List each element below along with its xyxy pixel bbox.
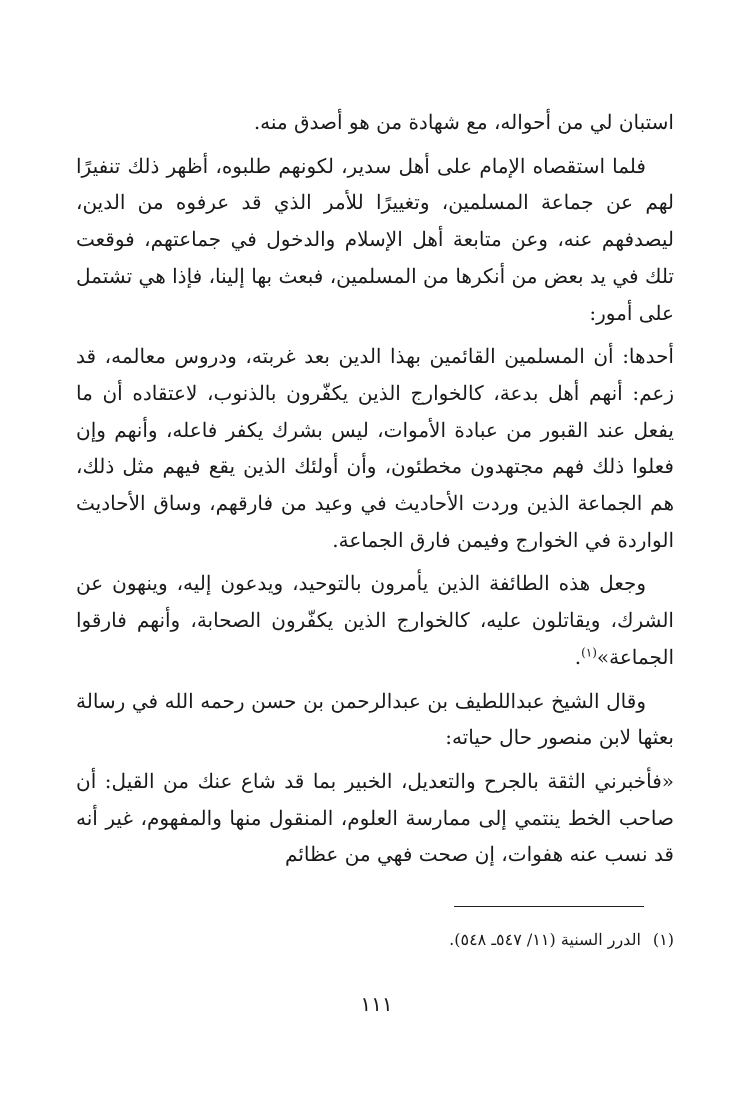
footnote — [76, 926, 674, 954]
footnote-marker: (١) — [581, 645, 597, 660]
main-text — [76, 104, 674, 880]
paragraph-4 — [76, 565, 674, 675]
paragraph-1: استبان لي من أحواله، مع شهادة من هو أصدق منه. — [253, 110, 674, 134]
footnote-number: (١) — [652, 930, 674, 949]
footnote-text: الدرر السنية (١١/ ٥٤٧ـ ٥٤٨). — [449, 930, 641, 949]
paragraph-2: فلما استقصاه الإمام على أهل سدير، لكونهم طلبوه، أظهر ذلك تنفيرًا لهم عن جماعة المسلمين، وتغييرًا للأمر الذي قد عرفوه من الدين، ليصدفهم عنه، وعن متابعة أهل الإسلام والدخول في جماعتهم، فوقعت تلك في يد بعض من أنكرها من المسلمين، فبعث بها إلينا، فإذا هي تشتمل على أمور: — [76, 153, 675, 325]
paragraph-3: أحدها: أن المسلمين القائمين بهذا الدين بعد غربته، ودروس معالمه، قد زعم: أنهم أهل بدعة، كالخوارج الذين يكفّرون بالذنوب، لاعتقاده أن ما يفعل عند القبور من عبادة الأموات، ليس بشرك يكفر فاعله، وأنهم وإن فعلوا ذلك فهم مجتهدون مخطئون، وأن أولئك الذين يقع فيهم مثل ذلك، هم الجماعة الذين وردت الأحاديث في وعيد من فارقهم، وساق الأحاديث الواردة في الخوارج وفيمن فارق الجماعة. — [76, 344, 674, 552]
page-number: ١١١ — [360, 992, 393, 1016]
paragraph-6: «فأخبرني الثقة بالجرح والتعديل، الخبير بما قد شاع عنك من القيل: أن صاحب الخط ينتمي إلى ممارسة العلوم، المنقول منها والمفهوم، غير أنه قد نسب عنه هفوات، إن صحت فهي من عظائم — [76, 768, 674, 867]
paragraph-4-text: وجعل هذه الطائفة الذين يأمرون بالتوحيد، ويدعون إليه، وينهون عن الشرك، ويقاتلون عليه، كالخوارج الذين يكفّرون الصحابة، وأنهم فارقوا الجماعة» — [76, 571, 674, 669]
paragraph-5: وقال الشيخ عبداللطيف بن عبدالرحمن بن حسن رحمه الله في رسالة بعثها لابن منصور حال حياته: — [76, 688, 674, 750]
footnote-divider — [454, 906, 644, 907]
paragraph-4-end: . — [574, 644, 582, 669]
